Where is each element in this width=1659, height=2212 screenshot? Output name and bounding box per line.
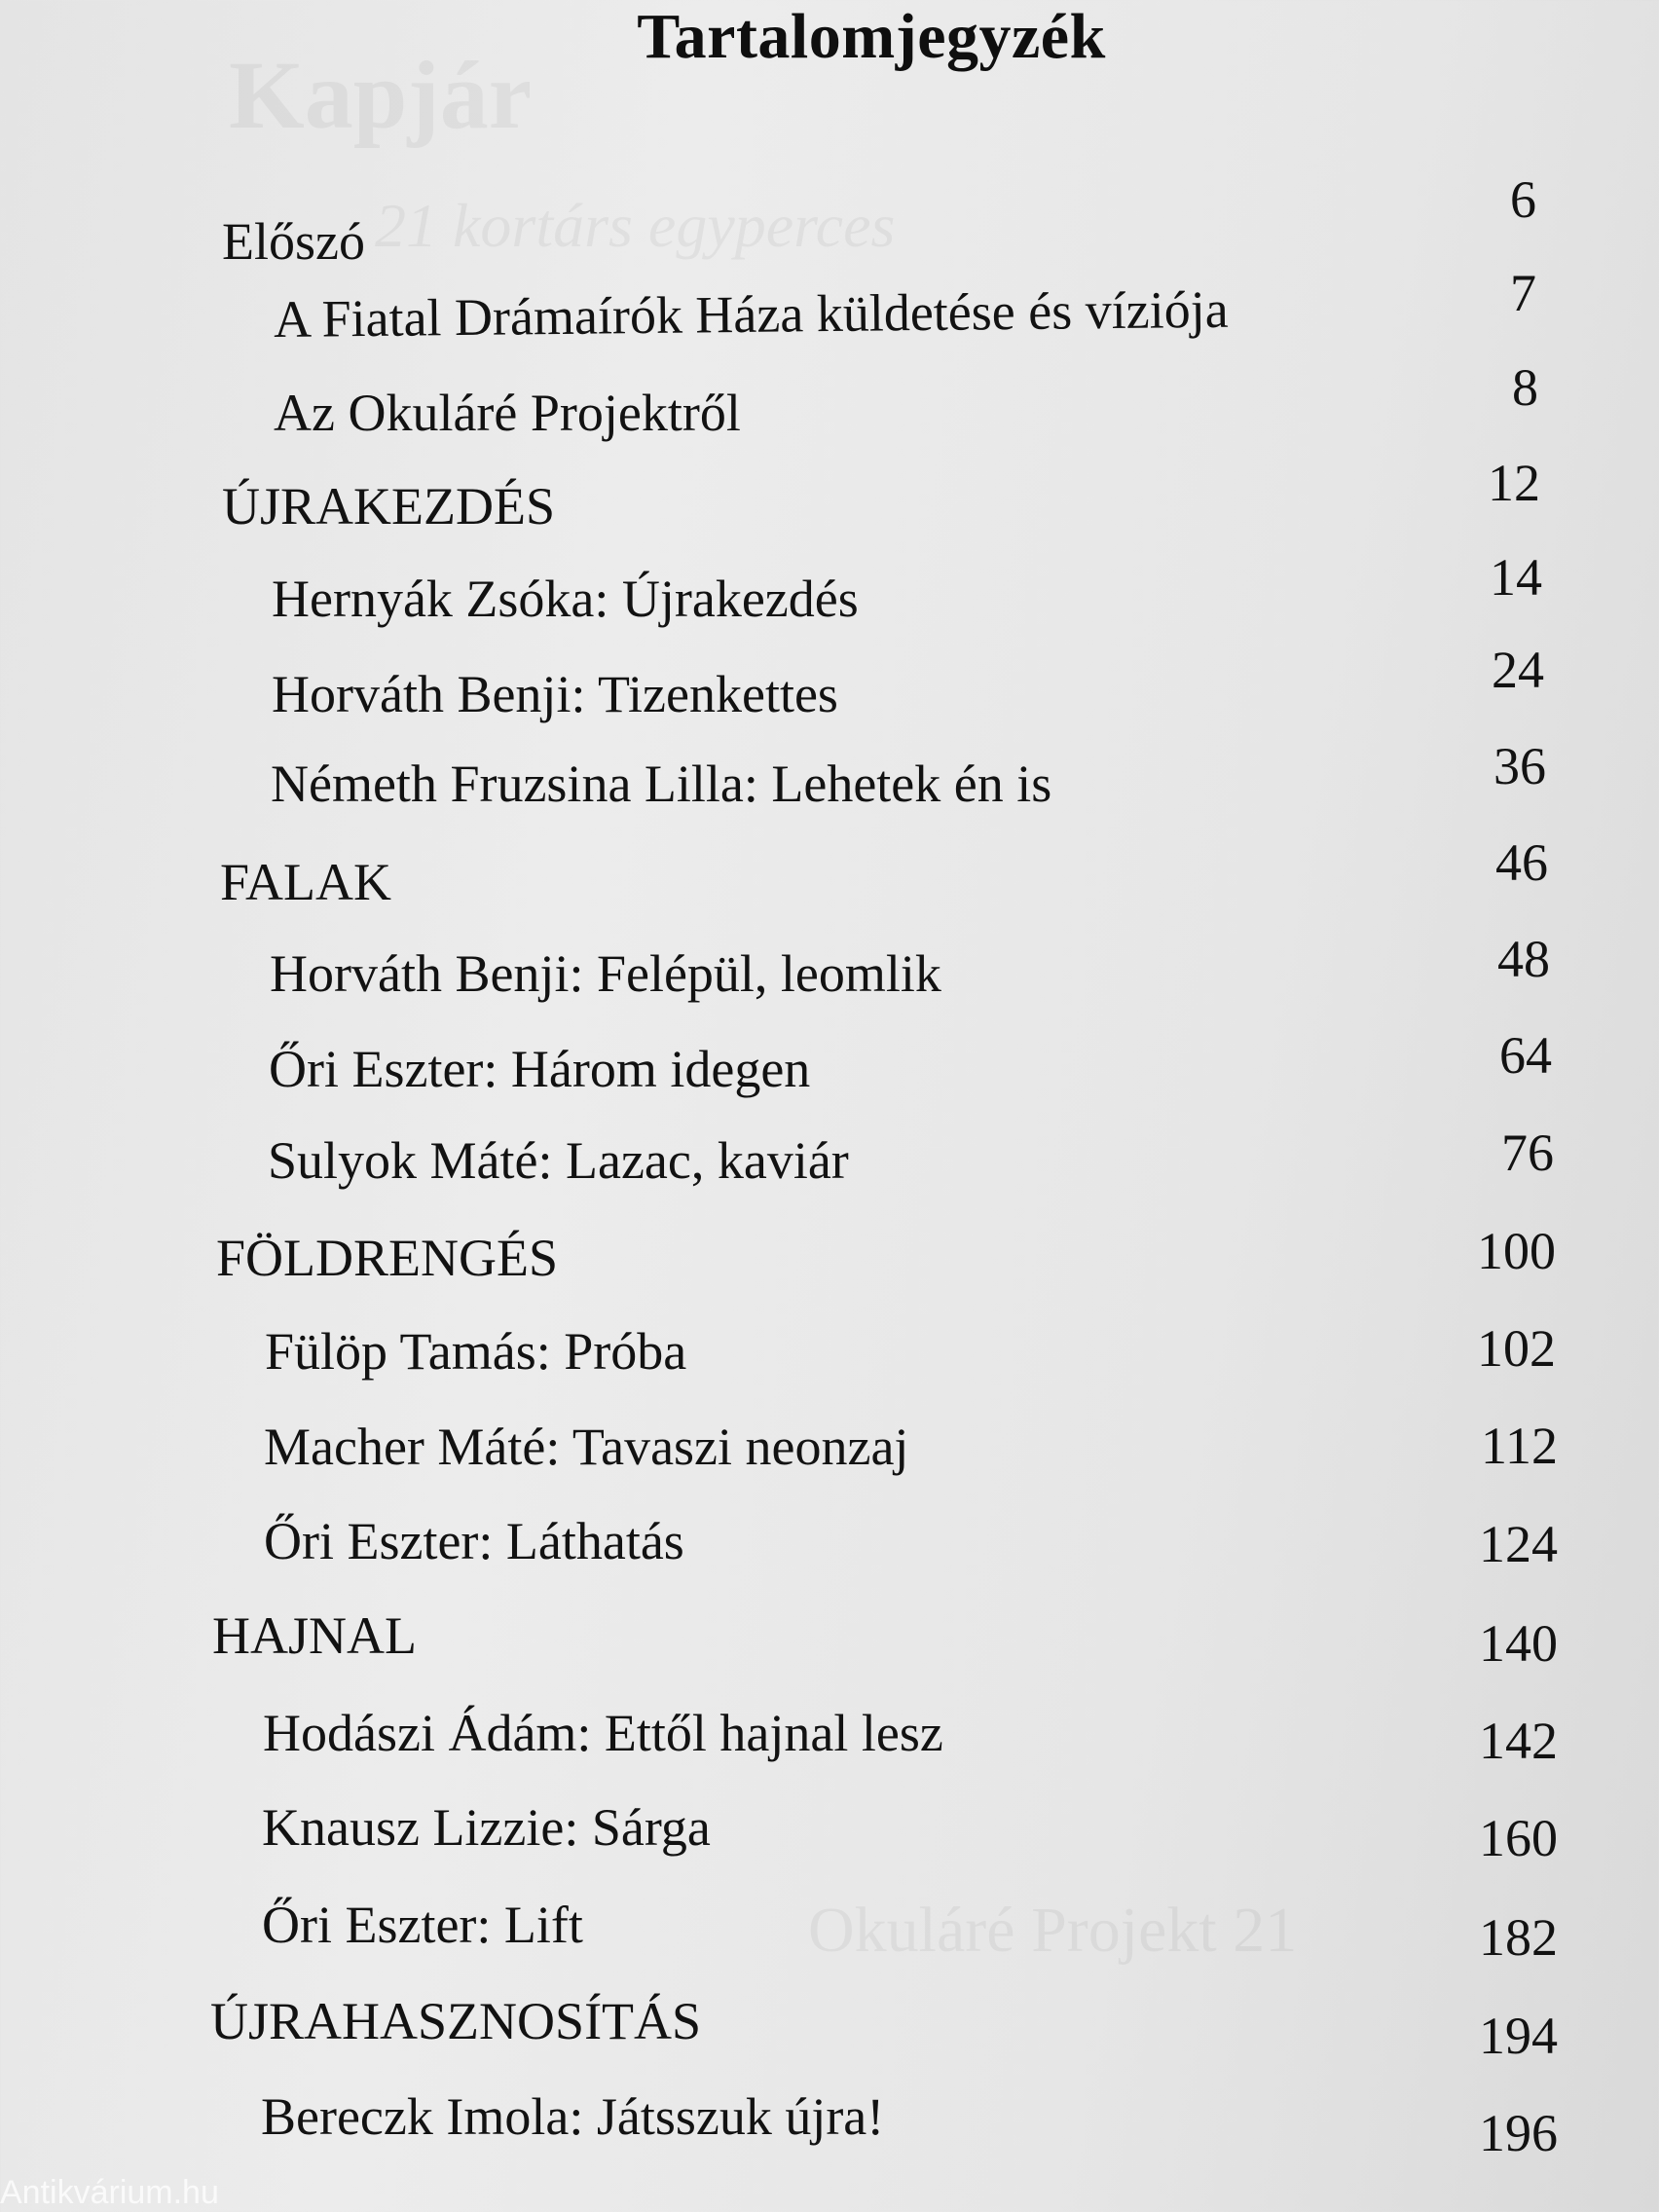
toc-entry-label: A Fiatal Drámaírók Háza küldetése és víziója	[273, 279, 1229, 349]
toc-page-number: 100	[1477, 1222, 1556, 1280]
toc-page-number: 160	[1479, 1809, 1558, 1867]
toc-page-number: 36	[1493, 737, 1546, 795]
toc-entry-label: Hernyák Zsóka: Újrakezdés	[272, 570, 859, 628]
toc-entry-label: Hodászi Ádám: Ettől hajnal lesz	[263, 1704, 943, 1762]
toc-entry-label: Horváth Benji: Tizenkettes	[272, 665, 838, 723]
toc-section-label: Előszó	[222, 212, 365, 271]
toc-page-number: 48	[1497, 930, 1550, 988]
toc-page-number: 14	[1490, 548, 1542, 607]
toc-entry-label: Németh Fruzsina Lilla: Lehetek én is	[271, 755, 1052, 813]
toc-page-number: 7	[1510, 264, 1536, 322]
toc-section-label: FALAK	[220, 853, 392, 911]
show-through-text: 21 kortárs egyperces	[375, 191, 896, 260]
toc-page-number: 124	[1479, 1515, 1558, 1573]
toc-page-number: 194	[1479, 2007, 1558, 2065]
toc-page-number: 64	[1499, 1026, 1552, 1085]
toc-page-number: 182	[1479, 1908, 1558, 1967]
toc-page-number: 76	[1501, 1124, 1554, 1182]
page-title: Tartalomjegyzék	[637, 1, 1106, 72]
toc-page-number: 102	[1477, 1319, 1556, 1378]
toc-page-number: 12	[1488, 454, 1540, 512]
toc-entry-label: Őri Eszter: Három idegen	[269, 1040, 811, 1098]
toc-entry-label: Őri Eszter: Láthatás	[264, 1512, 684, 1570]
toc-entry-label: Őri Eszter: Lift	[262, 1896, 583, 1954]
toc-section-label: ÚJRAHASZNOSÍTÁS	[210, 1992, 702, 2050]
toc-entry-label: Knausz Lizzie: Sárga	[262, 1798, 711, 1857]
toc-page-number: 46	[1495, 833, 1548, 892]
toc-page-number: 196	[1479, 2104, 1558, 2162]
toc-section-label: FÖLDRENGÉS	[216, 1229, 559, 1287]
toc-entry-label: Sulyok Máté: Lazac, kaviár	[268, 1131, 849, 1190]
toc-page-number: 140	[1479, 1614, 1558, 1673]
toc-page-number: 24	[1492, 641, 1544, 699]
show-through-text: Kapjár	[229, 41, 533, 149]
toc-page-number: 6	[1510, 170, 1536, 229]
toc-page-number: 142	[1479, 1712, 1558, 1770]
toc-entry-label: Horváth Benji: Felépül, leomlik	[270, 944, 941, 1003]
toc-entry-label: Fülöp Tamás: Próba	[265, 1322, 687, 1381]
show-through-text: Okuláré Projekt 21	[808, 1895, 1298, 1966]
toc-entry-label: Macher Máté: Tavaszi neonzaj	[264, 1418, 909, 1476]
toc-section-label: HAJNAL	[212, 1606, 417, 1665]
watermark: Antikvárium.hu	[0, 2174, 219, 2211]
toc-section-label: ÚJRAKEZDÉS	[222, 477, 556, 535]
toc-entry-label: Bereczk Imola: Játsszuk újra!	[261, 2087, 885, 2146]
toc-entry-label: Az Okuláré Projektről	[274, 384, 741, 442]
toc-page-number: 112	[1481, 1417, 1558, 1475]
toc-page-number: 8	[1512, 358, 1538, 417]
